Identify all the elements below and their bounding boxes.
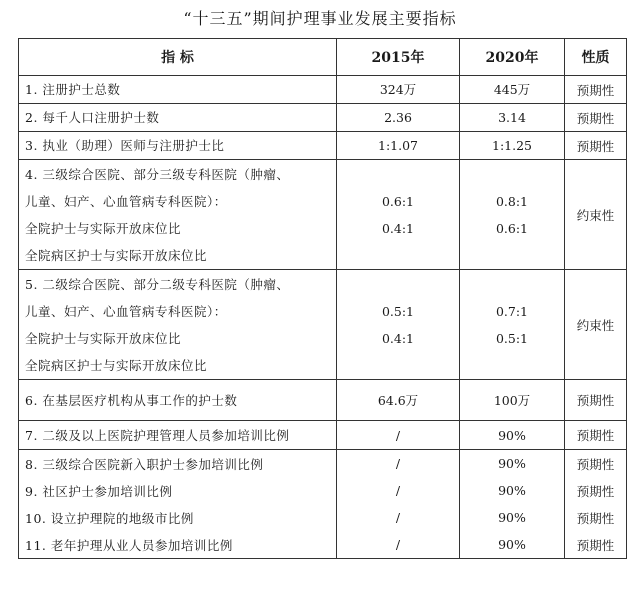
indicator-text: 全院病区护士与实际开放床位比 [25,247,208,263]
indicator-cell [19,421,337,450]
indicator-text: 2. 每千人口注册护士数 [25,110,160,125]
indicator-text: 1. 注册护士总数 [25,82,121,97]
value-2020 [466,352,558,379]
value-2020: 0.6:1 [495,220,529,236]
table-row [19,270,627,380]
table-row [19,380,627,421]
value-2020-cell [460,76,565,104]
header-2020: 2020年 [460,39,565,76]
indicator-text: 7. 二级及以上医院护理管理人员参加培训比例 [25,427,290,443]
value-2015: / [395,427,401,443]
indicator-cell [19,76,337,104]
table-row [19,160,627,270]
indicator-cell [19,270,337,380]
value-2020 [466,242,558,269]
value-2015 [343,271,453,298]
table-row [19,421,627,450]
value-2020: 90% [498,427,526,443]
nature-cell: 预期性 [565,531,627,559]
table-row [19,132,627,160]
nature-cell: 约束性 [565,160,627,270]
value-2020-cell [460,132,565,160]
table-header-row [19,39,627,76]
indicator-cell: 8. 三级综合医院新入职护士参加培训比例 [19,450,337,478]
value-2020: 0.5:1 [495,330,529,346]
nature-cell: 预期性 [565,104,627,132]
value-2015-cell [337,160,460,270]
value-2020-cell [460,421,565,450]
value-2020-cell [460,104,565,132]
value-2015-cell [337,104,460,132]
value-2020: 1:1.25 [492,138,532,153]
indicator-text: 全院病区护士与实际开放床位比 [25,357,208,373]
table-row [19,450,627,478]
value-2015-cell [337,76,460,104]
value-2015: 0.6:1 [381,193,415,209]
value-2020: 100万 [493,392,531,408]
value-2020-cell: 90% [460,531,565,559]
value-2015-cell: / [337,477,460,504]
table-row [19,477,627,504]
value-2015: 0.4:1 [381,220,415,236]
nature-cell: 约束性 [565,270,627,380]
indicator-cell [19,160,337,270]
value-2015-cell [337,132,460,160]
indicator-text: 6. 在基层医疗机构从事工作的护士数 [25,392,238,408]
header-indicator: 指 标 [19,39,337,76]
indicator-text: 3. 执业（助理）医师与注册护士比 [25,138,225,153]
indicator-text: 儿童、妇产、心血管病专科医院）： [25,303,227,319]
value-2020-cell [460,380,565,421]
header-2015: 2015年 [337,39,460,76]
indicators-table [18,38,627,559]
value-2015-cell: / [337,531,460,559]
nature-cell: 预期性 [565,421,627,450]
value-2015-cell [337,380,460,421]
value-2015 [343,242,453,269]
indicator-cell: 10. 设立护理院的地级市比例 [19,504,337,531]
value-2015-cell [337,421,460,450]
value-2015-cell: / [337,504,460,531]
value-2020: 0.7:1 [495,303,529,319]
value-2015-cell: / [337,450,460,478]
value-2020: 0.8:1 [495,193,529,209]
nature-cell: 预期性 [565,504,627,531]
value-2020-cell: 90% [460,477,565,504]
header-nature: 性质 [565,39,627,76]
value-2015: 1:1.07 [378,138,418,153]
indicator-text: 4. 三级综合医院、部分三级专科医院（肿瘤、 [25,166,290,182]
indicator-cell [19,132,337,160]
value-2020-cell [460,160,565,270]
table-row [19,531,627,559]
value-2015: 64.6万 [377,392,419,408]
indicator-text: 5. 二级综合医院、部分二级专科医院（肿瘤、 [25,276,290,292]
value-2020: 445万 [493,82,531,97]
nature-cell: 预期性 [565,477,627,504]
table-row [19,76,627,104]
value-2015: 0.5:1 [381,303,415,319]
table-row [19,504,627,531]
page-title: “十三五”期间护理事业发展主要指标 [183,9,457,28]
indicator-cell [19,104,337,132]
nature-cell: 预期性 [565,132,627,160]
value-2015 [343,161,453,188]
value-2015-cell [337,270,460,380]
value-2020-cell: 90% [460,504,565,531]
nature-cell: 预期性 [565,450,627,478]
value-2015: 2.36 [384,110,412,125]
nature-cell: 预期性 [565,76,627,104]
value-2015: 324万 [379,82,417,97]
nature-cell: 预期性 [565,380,627,421]
value-2020 [466,161,558,188]
indicator-cell: 9. 社区护士参加培训比例 [19,477,337,504]
indicator-text: 儿童、妇产、心血管病专科医院）： [25,193,227,209]
indicator-text: 全院护士与实际开放床位比 [25,330,182,346]
value-2020: 3.14 [498,110,526,125]
value-2020-cell [460,270,565,380]
indicator-cell [19,380,337,421]
value-2015: 0.4:1 [381,330,415,346]
table-row [19,104,627,132]
indicator-text: 全院护士与实际开放床位比 [25,220,182,236]
value-2015 [343,352,453,379]
indicator-cell: 11. 老年护理从业人员参加培训比例 [19,531,337,559]
value-2020 [466,271,558,298]
value-2020-cell: 90% [460,450,565,478]
